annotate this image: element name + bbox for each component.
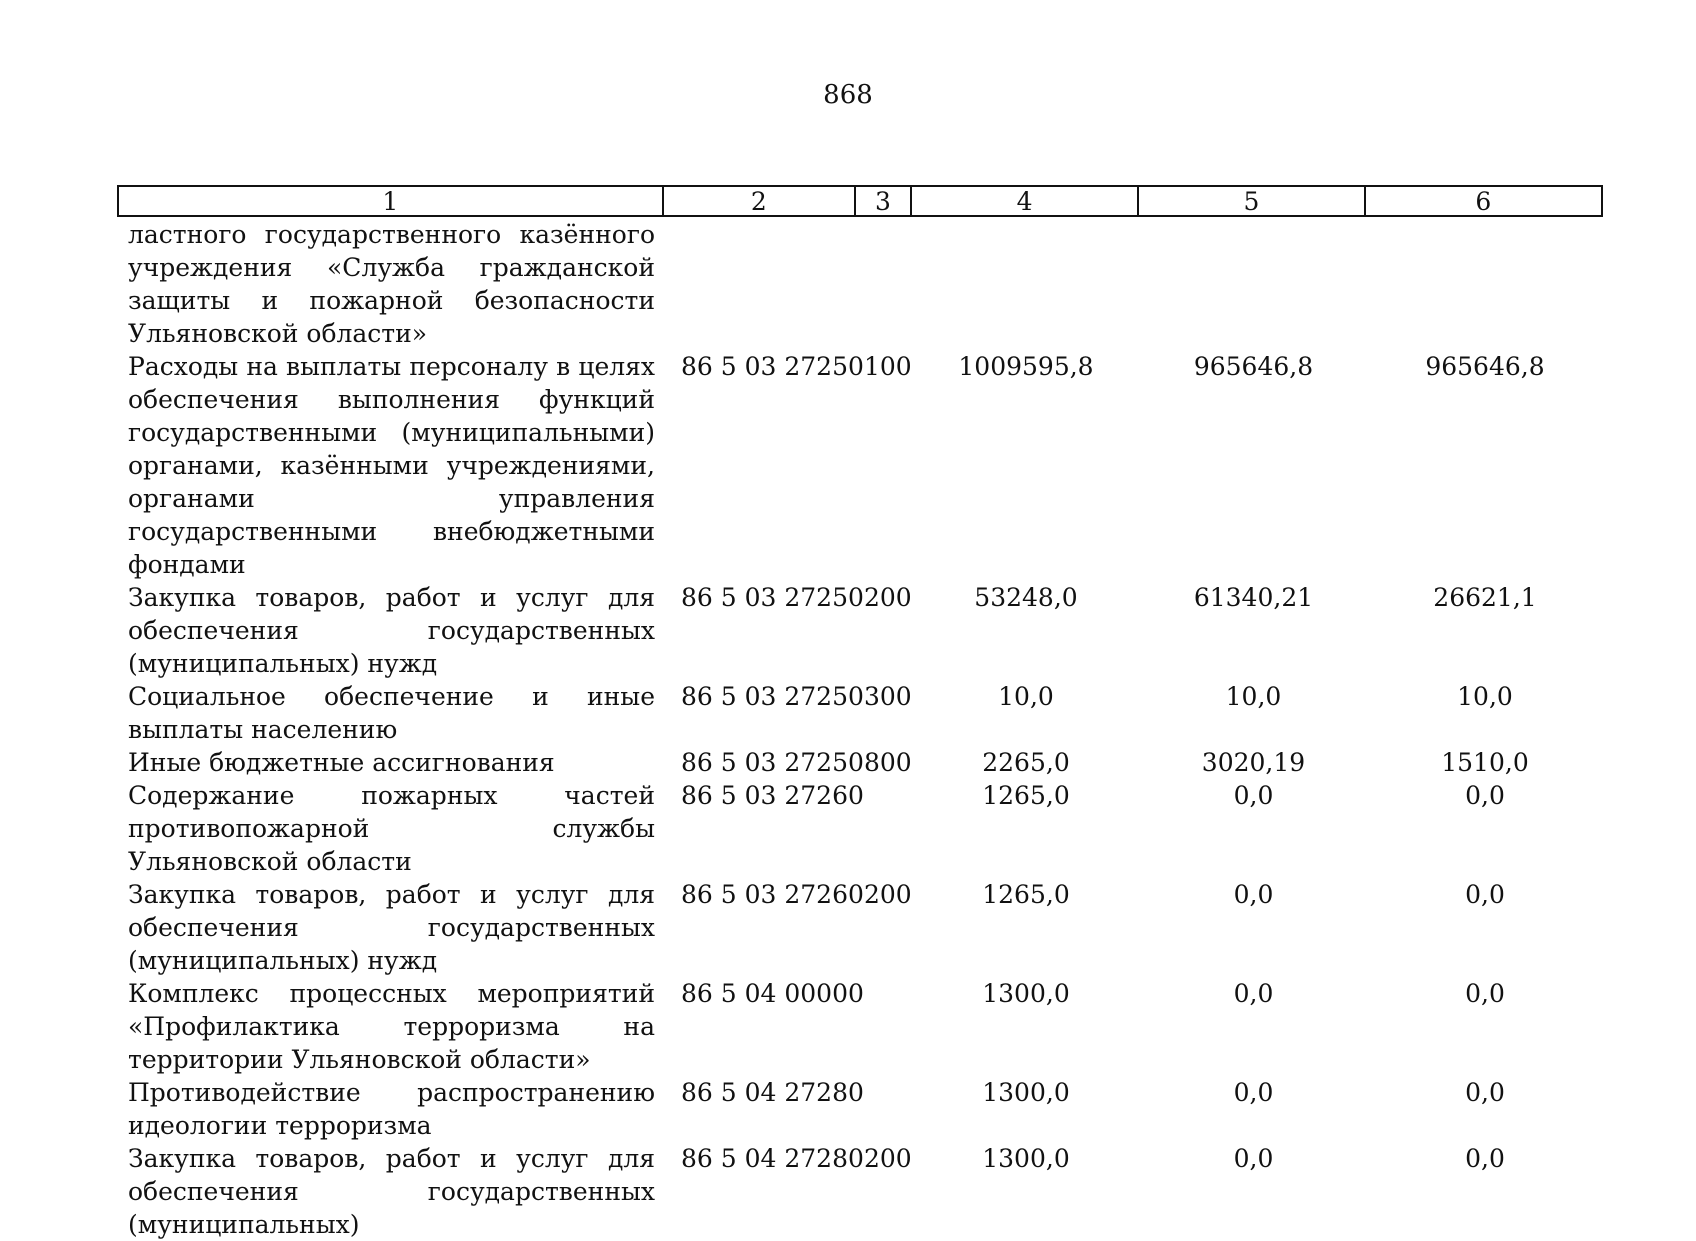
row-name: Иные бюджетные ассигнования bbox=[128, 748, 555, 777]
row-value-4: 1009595,8 bbox=[958, 352, 1094, 381]
row-value-6: 10,0 bbox=[1457, 682, 1513, 711]
row-name: Социальное обеспечение и иные выплаты населению bbox=[128, 682, 655, 744]
table-row bbox=[117, 878, 1603, 977]
row-value-4: 2265,0 bbox=[982, 748, 1070, 777]
header-col-6: 6 bbox=[1475, 186, 1492, 216]
row-code: 86 5 03 27250 bbox=[681, 583, 864, 612]
row-code: 86 5 03 27250 bbox=[681, 682, 864, 711]
row-value-5: 0,0 bbox=[1233, 1144, 1274, 1173]
row-code: 86 5 03 27250 bbox=[681, 748, 864, 777]
row-value-5: 965646,8 bbox=[1193, 352, 1314, 381]
row-type: 100 bbox=[864, 352, 912, 381]
row-value-5: 0,0 bbox=[1233, 979, 1274, 1008]
row-name: Противодействие распространению идеологии терроризма bbox=[128, 1078, 655, 1140]
row-value-6: 0,0 bbox=[1465, 1078, 1505, 1107]
row-value-6: 26621,1 bbox=[1433, 583, 1537, 612]
row-type: 200 bbox=[864, 583, 912, 612]
table-row bbox=[117, 680, 1603, 746]
row-value-4: 1265,0 bbox=[982, 880, 1070, 909]
table-row bbox=[117, 581, 1603, 680]
row-value-5: 0,0 bbox=[1233, 781, 1274, 810]
row-name: Расходы на выплаты персоналу в целях обеспечения выполнения функций государственными (муниципальными) органами, казёнными учреждениями, органами управления государственными внебюджетными фондами bbox=[128, 352, 655, 579]
row-name: Закупка товаров, работ и услуг для обеспечения государственных (муниципальных) bbox=[128, 1144, 655, 1239]
row-value-5: 61340,21 bbox=[1193, 583, 1314, 612]
row-value-5: 10,0 bbox=[1225, 682, 1282, 711]
table-body bbox=[117, 218, 1603, 1241]
row-name: Закупка товаров, работ и услуг для обеспечения государственных (муниципальных) нужд bbox=[128, 583, 655, 678]
row-name: Закупка товаров, работ и услуг для обеспечения государственных (муниципальных) нужд bbox=[128, 880, 655, 975]
row-code: 86 5 03 27260 bbox=[681, 880, 864, 909]
row-type: 200 bbox=[864, 1144, 912, 1173]
row-value-6: 0,0 bbox=[1465, 1144, 1505, 1173]
table-row bbox=[117, 1076, 1603, 1142]
row-value-5: 3020,19 bbox=[1201, 748, 1306, 777]
header-col-4: 4 bbox=[912, 187, 1139, 215]
row-value-4: 1300,0 bbox=[982, 1144, 1070, 1173]
row-value-4: 1265,0 bbox=[982, 781, 1070, 810]
header-col-2: 2 bbox=[664, 187, 856, 215]
row-value-6: 1510,0 bbox=[1441, 748, 1529, 777]
row-value-6: 0,0 bbox=[1465, 979, 1505, 1008]
row-code: 86 5 04 00000 bbox=[681, 979, 864, 1008]
table-row bbox=[117, 350, 1603, 581]
header-col-1: 1 bbox=[119, 187, 664, 215]
table-row bbox=[117, 218, 1603, 350]
row-value-5: 0,0 bbox=[1233, 1078, 1274, 1107]
header-col-5: 5 bbox=[1139, 187, 1365, 215]
row-code: 86 5 03 27260 bbox=[681, 781, 864, 810]
row-value-4: 1300,0 bbox=[982, 1078, 1070, 1107]
table-row bbox=[117, 977, 1603, 1076]
row-value-6: 0,0 bbox=[1465, 781, 1505, 810]
row-value-5: 0,0 bbox=[1233, 880, 1274, 909]
row-type: 800 bbox=[864, 748, 912, 777]
row-code: 86 5 04 27280 bbox=[681, 1144, 864, 1173]
table-row bbox=[117, 1142, 1603, 1241]
table-row bbox=[117, 746, 1603, 779]
row-type: 300 bbox=[864, 682, 912, 711]
row-value-6: 0,0 bbox=[1465, 880, 1505, 909]
table-header bbox=[117, 185, 1603, 217]
row-value-6: 965646,8 bbox=[1425, 352, 1545, 381]
row-value-4: 1300,0 bbox=[982, 979, 1070, 1008]
row-code: 86 5 03 27250 bbox=[681, 352, 864, 381]
row-value-4: 53248,0 bbox=[974, 583, 1078, 612]
row-value-4: 10,0 bbox=[998, 682, 1054, 711]
row-name: ластного государственного казённого учреждения «Служба гражданской защиты и пожарной безопасности Ульяновской области» bbox=[128, 220, 655, 348]
row-code: 86 5 04 27280 bbox=[681, 1078, 864, 1107]
row-name: Комплекс процессных мероприятий «Профилактика терроризма на территории Ульяновской области» bbox=[128, 979, 655, 1074]
header-col-3: 3 bbox=[856, 187, 912, 215]
page-number: 868 bbox=[823, 80, 873, 110]
row-name: Содержание пожарных частей противопожарной службы Ульяновской области bbox=[128, 781, 655, 876]
table-row bbox=[117, 779, 1603, 878]
row-type: 200 bbox=[864, 880, 912, 909]
